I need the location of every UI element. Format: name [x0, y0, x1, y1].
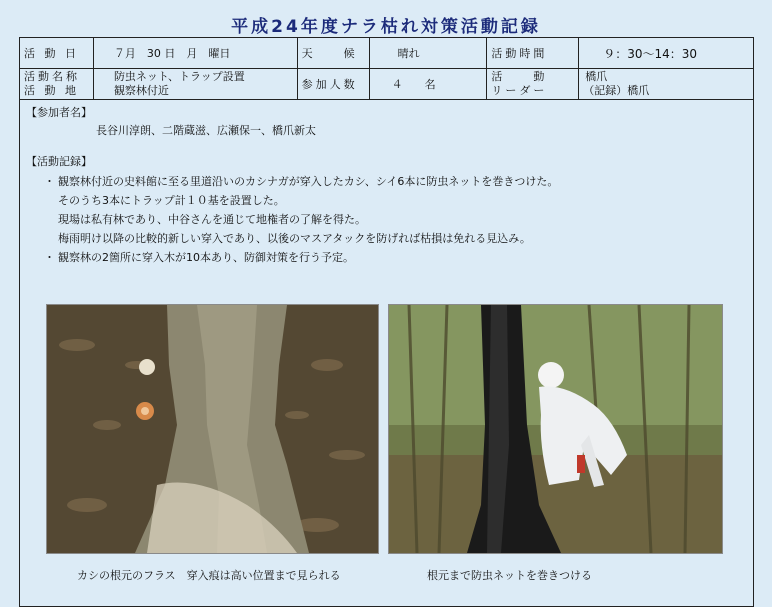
activity-name-label: 活動名称	[24, 70, 80, 83]
location-value: 観察林付近	[113, 84, 169, 97]
page-title: 平成24年度ナラ枯れ対策活動記録	[231, 17, 541, 37]
date-label: 活 動 日	[20, 38, 94, 69]
caption-right: 根元まで防虫ネットを巻きつける	[427, 569, 592, 582]
name-location-values	[93, 69, 297, 100]
weather-value: 晴れ	[369, 38, 487, 69]
record-item	[44, 172, 558, 191]
leader-value: 橋爪	[585, 70, 608, 83]
record-text: 現場は私有林であり、中谷さんを通じて地権者の了解を得た。	[58, 213, 366, 226]
info-table	[19, 37, 754, 100]
time-value: ９：30～14：30	[579, 38, 754, 69]
record-text: 観察林の2箇所に穿入木が10本あり、防御対策を行う予定。	[58, 251, 354, 264]
record-text: 梅雨明け以降の比較的新しい穿入であり、以後のマスアタックを防げれば枯損は免れる見込み。	[58, 232, 531, 245]
record-item	[44, 210, 558, 229]
time-label: 活動時間	[487, 38, 579, 69]
leader-values	[579, 69, 754, 100]
bullet: ・	[44, 251, 55, 264]
location-label: 活 動 地	[24, 84, 79, 97]
caption-left: カシの根元のフラス 穿入痕は高い位置まで見られる	[77, 569, 341, 582]
record-item	[44, 229, 558, 248]
record-list	[44, 172, 558, 267]
weather-label: 天 候	[297, 38, 369, 69]
participants-label: 参加人数	[297, 69, 369, 100]
recorder-value: （記録）橋爪	[583, 84, 650, 97]
record-text: そのうち3本にトラップ計１０基を設置した。	[58, 194, 285, 207]
participants-names: 長谷川淳朗、二階蔵滋、広瀬保一、橋爪新太	[96, 124, 316, 137]
name-location-labels	[20, 69, 94, 100]
leader-label-2: リーダー	[491, 84, 548, 97]
participants-value: ４ 名	[369, 69, 487, 100]
leader-labels	[487, 69, 579, 100]
photo-net-wrapping	[388, 304, 723, 554]
photo-frass	[46, 304, 379, 554]
record-heading: 【活動記録】	[26, 155, 92, 168]
bullet: ・	[44, 175, 55, 188]
record-item	[44, 248, 558, 267]
record-text: 観察林付近の史料館に至る里道沿いのカシナガが穿入したカシ、シイ6本に防虫ネットを巻きつけた。	[58, 175, 559, 188]
record-item	[44, 191, 558, 210]
leader-label-1: 活 動	[491, 70, 548, 83]
participants-heading: 【参加者名】	[26, 106, 92, 119]
date-value: ７月 30 日 月 曜日	[93, 38, 297, 69]
activity-name-value: 防虫ネット、トラップ設置	[113, 70, 245, 83]
